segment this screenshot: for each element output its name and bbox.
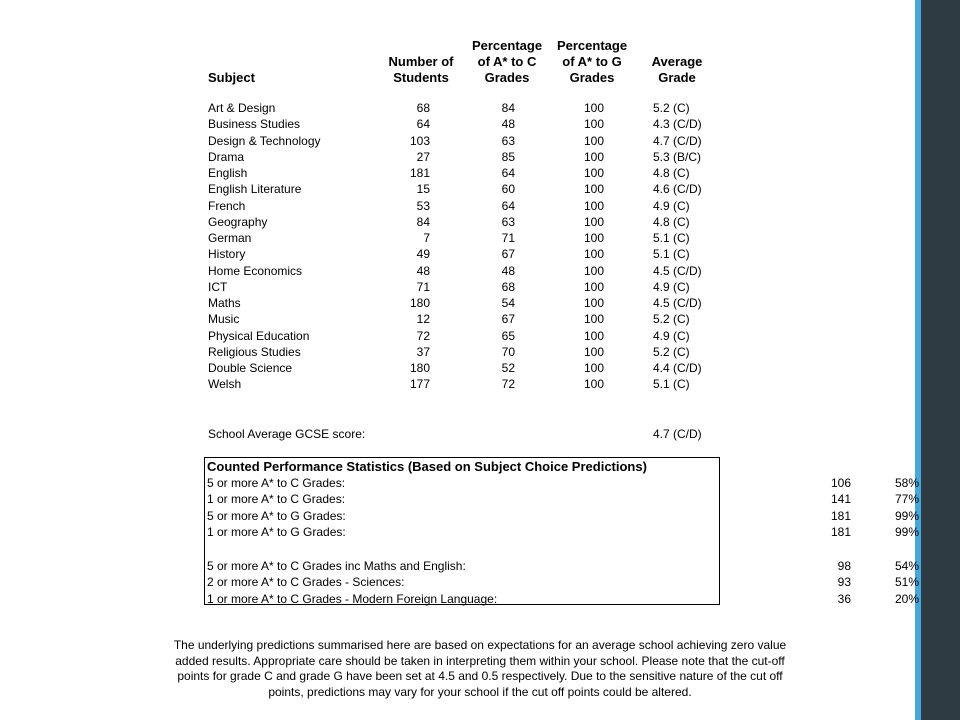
school-average-row (0, 426, 960, 442)
performance-count: 141 (830, 492, 851, 507)
student-count: 103 (409, 133, 430, 148)
pct-a-to-c: 70 (501, 344, 515, 359)
student-count: 37 (416, 344, 430, 359)
table-row (0, 133, 960, 149)
subject-name: Home Economics (208, 263, 303, 278)
school-average-label: School Average GCSE score: (208, 427, 366, 441)
pct-a-to-g: 100 (583, 328, 604, 343)
school-average-value: 4.7 (C/D) (653, 427, 702, 441)
pct-a-to-c: 68 (501, 279, 515, 294)
performance-percent: 51% (894, 575, 919, 590)
student-count: 27 (416, 149, 430, 164)
subject-name: Physical Education (208, 328, 310, 343)
pct-a-to-c: 72 (501, 377, 515, 392)
table-row (0, 279, 960, 295)
performance-row (205, 558, 919, 574)
average-grade: 4.4 (C/D) (653, 361, 702, 375)
performance-label: 1 or more A* to C Grades - Modern Foreign Language: (207, 591, 498, 606)
performance-label: 1 or more A* to G Grades: (207, 524, 346, 539)
subject-name: Business Studies (208, 117, 301, 132)
pct-a-to-c: 67 (501, 312, 515, 327)
student-count: 180 (409, 296, 430, 310)
student-count: 180 (409, 361, 430, 375)
pct-a-to-g: 100 (583, 247, 604, 262)
pct-a-to-c: 64 (501, 198, 515, 213)
performance-percent: 20% (894, 591, 919, 606)
subject-name: Welsh (208, 377, 242, 392)
performance-label: 2 or more A* to C Grades - Sciences: (207, 575, 405, 590)
performance-percent: 58% (894, 476, 919, 490)
pct-a-to-c: 84 (501, 101, 515, 115)
subject-name: Maths (208, 296, 241, 310)
average-grade: 5.3 (B/C) (653, 149, 702, 164)
pct-a-to-g: 100 (583, 263, 604, 278)
student-count: 15 (416, 182, 430, 197)
average-grade: 5.1 (C) (653, 247, 690, 262)
performance-percent: 54% (894, 559, 919, 573)
student-count: 177 (409, 377, 430, 392)
header-avg: Average Grade (651, 54, 703, 85)
subject-name: ICT (208, 279, 228, 294)
pct-a-to-c: 63 (501, 133, 515, 148)
pct-a-to-g: 100 (583, 361, 604, 375)
table-row (0, 376, 960, 392)
pct-a-to-g: 100 (583, 166, 604, 180)
table-row (0, 328, 960, 344)
student-count: 12 (416, 312, 430, 327)
average-grade: 4.9 (C) (653, 328, 690, 343)
pct-a-to-c: 71 (501, 231, 515, 245)
pct-a-to-g: 100 (583, 296, 604, 310)
subject-name: Design & Technology (208, 133, 321, 148)
student-count: 64 (416, 117, 430, 132)
pct-a-to-c: 63 (501, 214, 515, 229)
student-count: 72 (416, 328, 430, 343)
pct-a-to-g: 100 (583, 214, 604, 229)
performance-row (205, 524, 919, 540)
table-row (0, 149, 960, 165)
subject-name: German (208, 231, 252, 245)
subject-name: Geography (208, 214, 268, 229)
average-grade: 4.8 (C) (653, 214, 690, 229)
subject-name: Art & Design (208, 101, 276, 115)
average-grade: 4.5 (C/D) (653, 296, 702, 310)
performance-title: Counted Performance Statistics (Based on Subject Choice Predictions) (207, 459, 647, 474)
pct-a-to-g: 100 (583, 231, 604, 245)
performance-count: 181 (830, 508, 851, 523)
pct-a-to-c: 60 (501, 182, 515, 197)
pct-a-to-c: 64 (501, 166, 515, 180)
header-a-to-g: Percentage of A* to G Grades (556, 38, 628, 85)
table-row (0, 311, 960, 327)
average-grade: 5.2 (C) (653, 344, 690, 359)
table-row (0, 116, 960, 132)
average-grade: 4.5 (C/D) (653, 263, 702, 278)
average-grade: 5.2 (C) (653, 101, 690, 115)
pct-a-to-g: 100 (583, 101, 604, 115)
table-row (0, 263, 960, 279)
performance-label: 5 or more A* to C Grades: (207, 476, 346, 490)
average-grade: 4.6 (C/D) (653, 182, 702, 197)
pct-a-to-g: 100 (583, 344, 604, 359)
performance-count: 93 (837, 575, 851, 590)
performance-label: 5 or more A* to C Grades inc Maths and English: (207, 559, 466, 573)
average-grade: 4.7 (C/D) (653, 133, 702, 148)
performance-percent: 99% (894, 508, 919, 523)
subject-name: History (208, 247, 246, 262)
pct-a-to-c: 85 (501, 149, 515, 164)
performance-row (205, 508, 919, 524)
average-grade: 4.9 (C) (653, 279, 690, 294)
average-grade: 4.8 (C) (653, 166, 690, 180)
subject-name: English (208, 166, 248, 180)
header-students: Number of Students (388, 54, 454, 85)
table-row (0, 360, 960, 376)
pct-a-to-g: 100 (583, 198, 604, 213)
pct-a-to-g: 100 (583, 279, 604, 294)
pct-a-to-c: 52 (501, 361, 515, 375)
performance-label: 5 or more A* to G Grades: (207, 508, 346, 523)
pct-a-to-g: 100 (583, 182, 604, 197)
table-row (0, 230, 960, 246)
pct-a-to-g: 100 (583, 149, 604, 164)
performance-percent: 77% (894, 492, 919, 507)
table-row (0, 344, 960, 360)
student-count: 181 (409, 166, 430, 180)
average-grade: 5.2 (C) (653, 312, 690, 327)
subject-name: French (208, 198, 246, 213)
pct-a-to-c: 48 (501, 263, 515, 278)
performance-count: 106 (830, 476, 851, 490)
average-grade: 4.9 (C) (653, 198, 690, 213)
table-row (0, 198, 960, 214)
student-count: 49 (416, 247, 430, 262)
footnote: The underlying predictions summarised here are based on expectations for an average school achieving zero value added results. Appropriate care should be taken in interpreting them within your school. Please note that the cut-off points for grade C and grade G have been set at 4.5 and 0.5 respectively. Due to the sensitive nature of the cut off points, predictions may vary for your school if the cut off points could be altered. (173, 638, 787, 699)
student-count: 53 (416, 198, 430, 213)
performance-box (204, 457, 919, 606)
table-row (0, 100, 960, 116)
performance-percent: 99% (894, 524, 919, 539)
student-count: 7 (423, 231, 430, 245)
header-subject: Subject (208, 70, 255, 85)
student-count: 71 (416, 279, 430, 294)
pct-a-to-g: 100 (583, 133, 604, 148)
performance-count: 98 (837, 559, 851, 573)
average-grade: 5.1 (C) (653, 377, 690, 392)
subject-name: Drama (208, 149, 245, 164)
table-row (0, 295, 960, 311)
performance-row (205, 491, 919, 507)
performance-count: 36 (837, 591, 851, 606)
subject-name: English Literature (208, 182, 302, 197)
table-row (0, 181, 960, 197)
pct-a-to-g: 100 (583, 117, 604, 132)
pct-a-to-g: 100 (583, 312, 604, 327)
performance-row (205, 574, 919, 590)
performance-row (205, 591, 919, 607)
performance-row (205, 475, 919, 491)
average-grade: 4.3 (C/D) (653, 117, 702, 132)
pct-a-to-c: 48 (501, 117, 515, 132)
header-a-to-c: Percentage of A* to C Grades (471, 38, 543, 85)
performance-count: 181 (830, 524, 851, 539)
student-count: 68 (416, 101, 430, 115)
student-count: 84 (416, 214, 430, 229)
table-row (0, 165, 960, 181)
subject-name: Music (208, 312, 240, 327)
table-row (0, 214, 960, 230)
pct-a-to-g: 100 (583, 377, 604, 392)
pct-a-to-c: 67 (501, 247, 515, 262)
performance-label: 1 or more A* to C Grades: (207, 492, 346, 507)
pct-a-to-c: 65 (501, 328, 515, 343)
student-count: 48 (416, 263, 430, 278)
table-row (0, 246, 960, 262)
subject-name: Religious Studies (208, 344, 301, 359)
pct-a-to-c: 54 (501, 296, 515, 310)
subject-name: Double Science (208, 361, 293, 375)
average-grade: 5.1 (C) (653, 231, 690, 245)
